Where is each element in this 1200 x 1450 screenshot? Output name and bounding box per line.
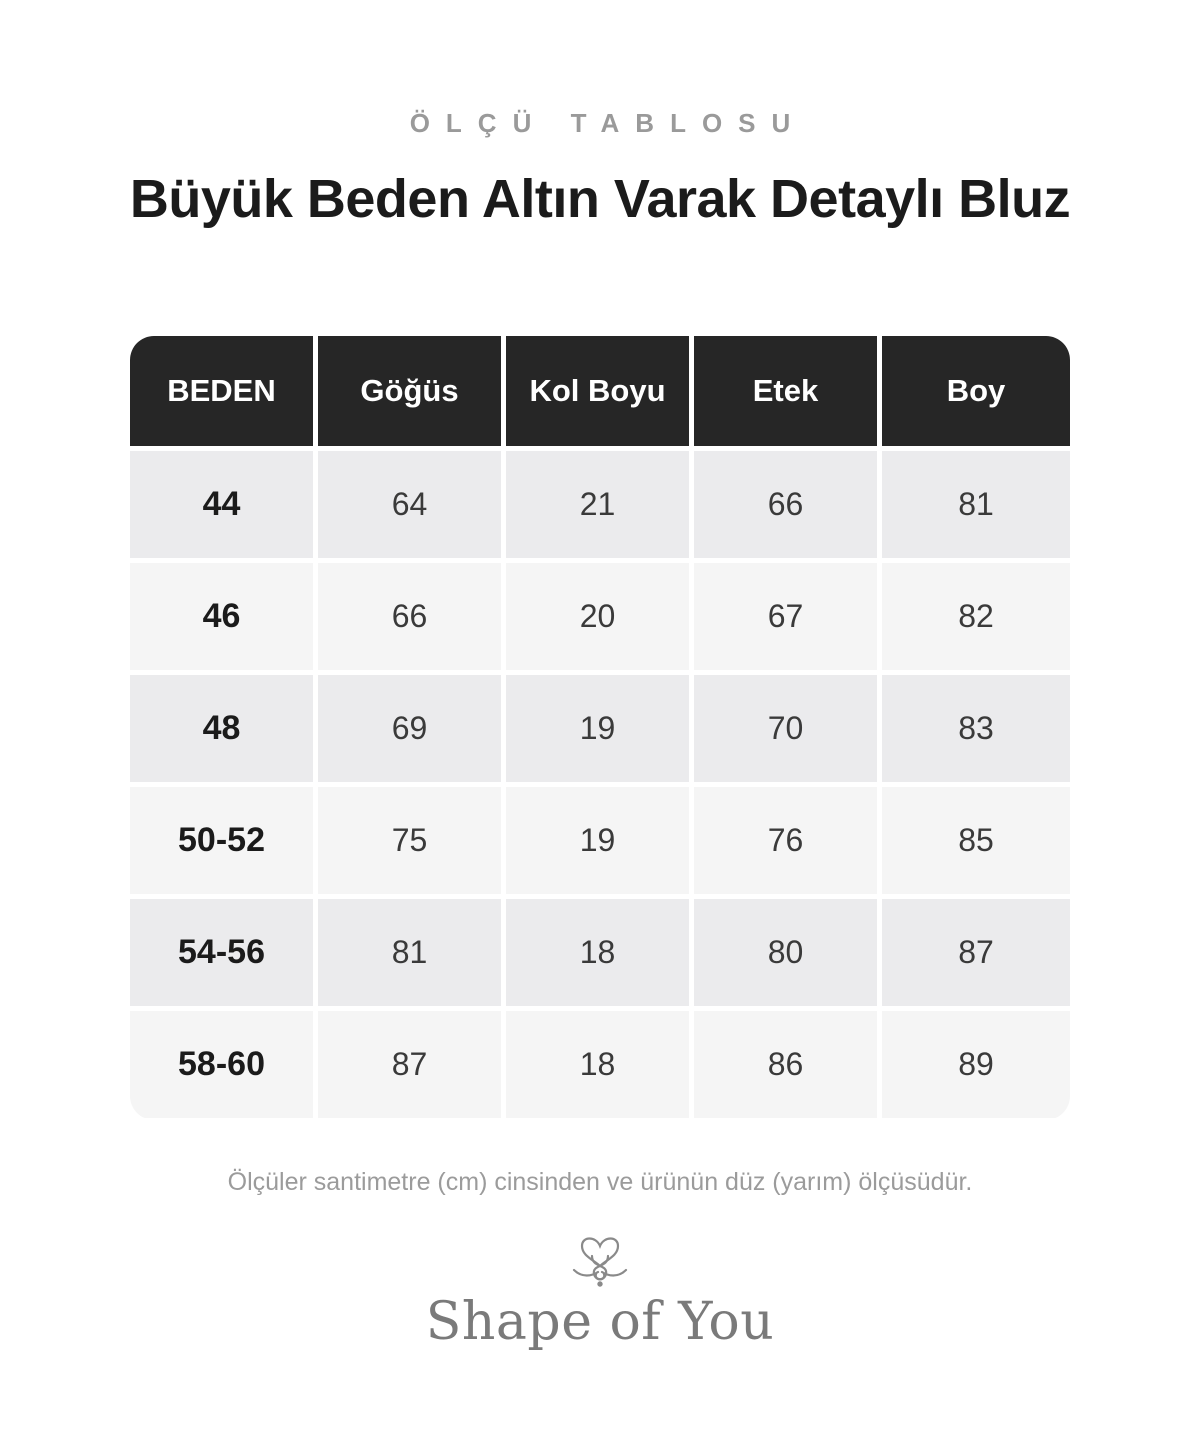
table-cell: 82 [882,563,1070,675]
table-cell: 85 [882,787,1070,899]
table-cell: 76 [694,787,882,899]
column-header-beden: BEDEN [130,336,318,451]
table-row [130,451,1070,563]
table-cell: 86 [694,1011,882,1118]
heart-knot-logo-icon [570,1230,630,1290]
measurement-note: Ölçüler santimetre (cm) cinsinden ve ürünün düz (yarım) ölçüsüdür. [227,1168,973,1196]
table-row [130,1011,1070,1118]
table-cell: 67 [694,563,882,675]
table-cell: 64 [318,451,506,563]
table-cell: 20 [506,563,694,675]
table-row [130,899,1070,1011]
table-cell: 70 [694,675,882,787]
table-cell: 87 [318,1011,506,1118]
table-row [130,675,1070,787]
table-row [130,563,1070,675]
table-cell: 66 [694,451,882,563]
table-cell: 80 [694,899,882,1011]
page-title: Büyük Beden Altın Varak Detaylı Bluz [129,169,1071,229]
size-cell: 48 [130,675,318,787]
table-cell: 18 [506,899,694,1011]
size-table-container [130,336,1070,1120]
table-cell: 18 [506,1011,694,1118]
column-header-gogus: Göğüs [318,336,506,451]
table-cell: 89 [882,1011,1070,1118]
column-header-kol-boyu: Kol Boyu [506,336,694,451]
table-cell: 21 [506,451,694,563]
size-table [130,336,1070,1118]
table-cell: 83 [882,675,1070,787]
column-header-etek: Etek [694,336,882,451]
brand-name: Shape of You [425,1292,775,1352]
size-cell: 46 [130,563,318,675]
table-cell: 81 [318,899,506,1011]
column-header-boy: Boy [882,336,1070,451]
table-cell: 69 [318,675,506,787]
table-cell: 75 [318,787,506,899]
table-header-row [130,336,1070,451]
table-cell: 19 [506,675,694,787]
size-cell: 44 [130,451,318,563]
page-eyebrow: ÖLÇÜ TABLOSU [409,108,807,138]
size-cell: 50-52 [130,787,318,899]
size-cell: 54-56 [130,899,318,1011]
table-cell: 19 [506,787,694,899]
table-cell: 81 [882,451,1070,563]
table-cell: 66 [318,563,506,675]
size-cell: 58-60 [130,1011,318,1118]
table-cell: 87 [882,899,1070,1011]
table-row [130,787,1070,899]
